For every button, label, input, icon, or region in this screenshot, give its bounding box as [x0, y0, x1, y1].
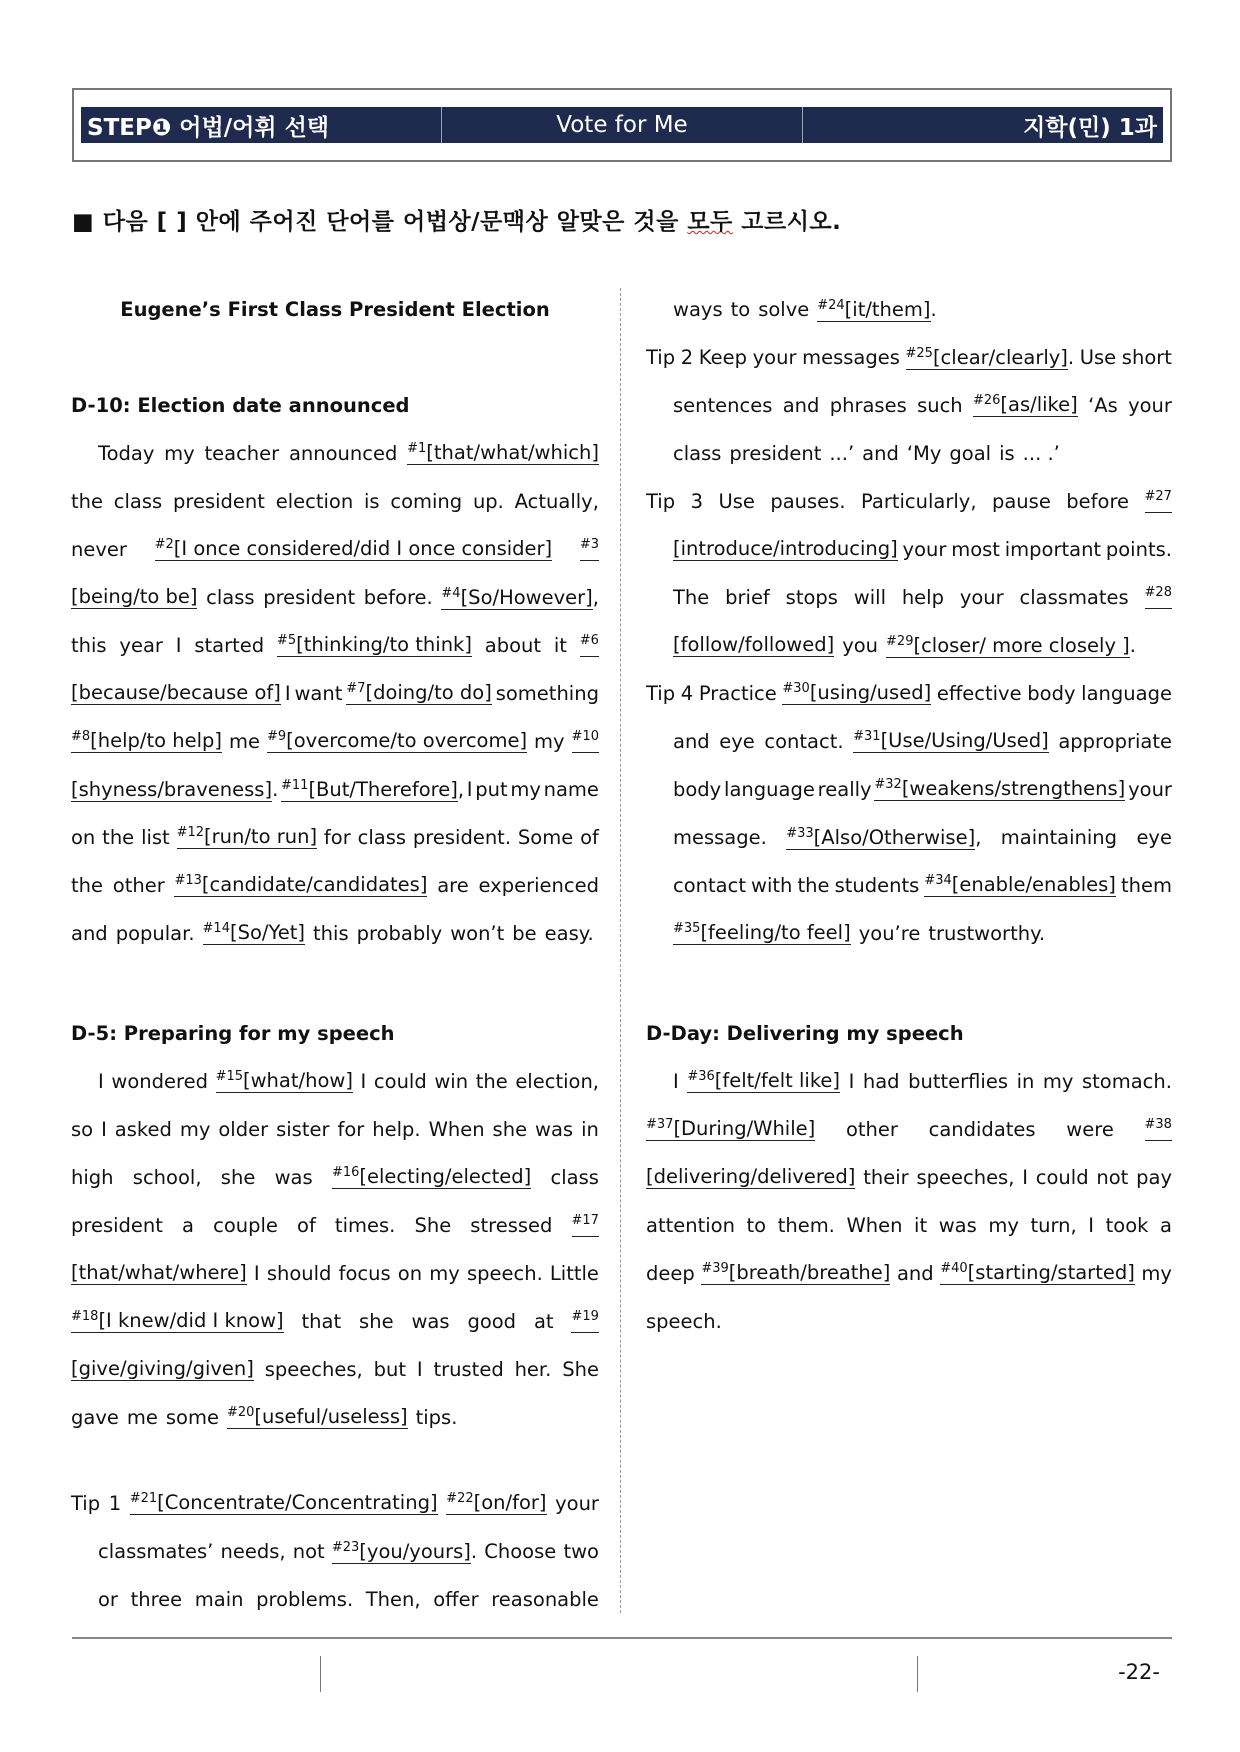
answer-choices: [enable/enables] — [951, 873, 1116, 896]
text-line: The brief stops will help your classmates $^{\#28}$ — [673, 585, 1172, 609]
question-number: #18 — [71, 1309, 99, 1324]
question-39 — [701, 1261, 890, 1285]
question-number: #37 — [646, 1117, 674, 1132]
question-17-t — [71, 1261, 247, 1285]
text-line: [being/to be] class president before. $^{\#4}$[So/However], — [71, 585, 599, 609]
question-27-t — [673, 537, 898, 561]
answer-choices: [doing/to do] — [365, 681, 492, 704]
question-38-n — [1145, 1117, 1172, 1141]
question-23 — [332, 1540, 471, 1564]
question-number: #28 — [1144, 585, 1172, 600]
question-number: #20 — [226, 1405, 255, 1420]
answer-choices: [on/for] — [473, 1491, 547, 1514]
question-36 — [687, 1069, 840, 1093]
answer-choices: [give/giving/given] — [71, 1357, 254, 1380]
text-line: attention to them. When it was my turn, I took a — [646, 1213, 1172, 1237]
question-7 — [346, 681, 492, 705]
question-number: #19 — [571, 1309, 599, 1324]
text-line: Today my teacher announced $^{\#1}$[that/what/which] — [98, 441, 599, 465]
question-number: #14 — [202, 921, 230, 936]
question-5 — [277, 633, 472, 657]
section-heading-d10: D-10: Election date announced — [71, 393, 410, 417]
question-number: #17 — [571, 1213, 599, 1228]
question-29 — [886, 634, 1130, 658]
question-30 — [782, 681, 931, 705]
right-column — [646, 285, 1172, 1345]
question-33 — [786, 826, 975, 850]
question-28-t — [673, 633, 834, 657]
question-number: #3 — [579, 537, 599, 552]
question-4 — [441, 586, 592, 610]
text-line: [that/what/where] I should focus on my speech. Little — [71, 1261, 599, 1285]
question-number: #5 — [276, 633, 297, 648]
header-box — [72, 88, 1172, 162]
question-16 — [332, 1165, 531, 1189]
text-line: and eye contact. $^{\#31}$[Use/Using/Used] appropriate — [673, 729, 1172, 753]
question-number: #27 — [1144, 489, 1172, 504]
answer-choices: [being/to be] — [71, 585, 198, 608]
question-12 — [177, 825, 317, 849]
text-line: Tip 3 Use pauses. Particularly, pause before $^{\#27}$ — [646, 489, 1172, 513]
answer-choices: [candidate/candidates] — [201, 873, 428, 896]
question-number: #7 — [346, 681, 366, 696]
answer-choices: [you/yours] — [359, 1539, 471, 1563]
answer-choices: [I once considered/did I once consider] — [173, 537, 553, 560]
question-number: #2 — [154, 537, 174, 552]
answer-choices: [So/However] — [460, 585, 593, 609]
question-number: #30 — [782, 681, 810, 696]
question-6-t — [71, 681, 281, 705]
question-number: #23 — [331, 1539, 360, 1555]
footer-separator — [320, 1656, 321, 1692]
question-number: #4 — [441, 585, 461, 601]
text-line: class president ...’ and ‘My goal is ... .’ — [673, 441, 1060, 465]
footer-rule — [72, 1637, 1172, 1639]
left-column — [71, 285, 599, 1623]
question-37 — [646, 1117, 815, 1141]
text-line: [give/giving/given] speeches, but I trusted her. She — [71, 1357, 599, 1381]
answer-choices: [that/what/where] — [71, 1261, 247, 1284]
question-24 — [817, 298, 930, 322]
question-9 — [267, 729, 527, 753]
text-line: [delivering/delivered] their speeches, I could not pay — [646, 1165, 1172, 1189]
question-1 — [407, 441, 599, 465]
answer-choices: [feeling/to feel] — [700, 921, 851, 944]
answer-choices: [felt/felt like] — [714, 1069, 841, 1092]
question-number: #1 — [407, 441, 427, 456]
question-10-n — [572, 729, 599, 753]
text-line: on the list $^{\#12}$[run/to run] for class president. Some of — [71, 825, 599, 849]
instruction-emphasis: 모두 — [687, 209, 733, 235]
question-10-t — [71, 778, 272, 802]
text-line: and popular. $^{\#14}$[So/Yet] this probably won’t be easy. — [71, 921, 594, 945]
text-line: $^{\#8}$[help/to help] me $^{\#9}$[overcome/to overcome] my $^{\#10}$ — [71, 729, 599, 753]
footer-separator — [917, 1656, 918, 1692]
question-21 — [130, 1491, 438, 1515]
question-number: #40 — [940, 1261, 968, 1276]
question-number: #8 — [71, 729, 91, 744]
text-line: or three main problems. Then, offer reasonable — [98, 1587, 599, 1611]
instruction-text: ■ 다음 [ ] 안에 주어진 단어를 어법상/문맥상 알맞은 것을 — [72, 209, 688, 235]
question-number: #21 — [129, 1491, 158, 1506]
step-label: STEP❶ 어법/어휘 선택 — [87, 114, 330, 141]
question-28-n — [1145, 585, 1172, 609]
text-line: so I asked my older sister for help. When she was in — [71, 1117, 599, 1141]
story-title: Eugene’s First Class President Election — [120, 297, 550, 321]
text-line: [introduce/introducing] your most important points. — [673, 537, 1172, 561]
text-line: high school, she was $^{\#16}$[electing/elected] class — [71, 1165, 599, 1189]
text-line: $^{\#35}$[feeling/to feel] you’re trustworthy. — [673, 921, 1046, 945]
answer-choices: [breath/breathe] — [728, 1261, 891, 1284]
question-13 — [174, 873, 427, 897]
answer-choices: [starting/started] — [967, 1261, 1135, 1284]
answer-choices: [clear/clearly] — [932, 345, 1068, 369]
text-line: [shyness/braveness]. $^{\#11}$[But/Therefore], I put my name — [71, 777, 599, 801]
answer-choices: [it/them] — [844, 297, 931, 321]
question-34 — [924, 873, 1116, 897]
text-line: gave me some $^{\#20}$[useful/useless] tips. — [71, 1405, 458, 1429]
answer-choices: [But/Therefore] — [308, 777, 458, 801]
answer-choices: [what/how] — [243, 1069, 353, 1092]
answer-choices: [closer/ more closely ] — [913, 633, 1130, 657]
question-18 — [71, 1309, 284, 1333]
question-3-t — [71, 585, 197, 609]
question-number: #36 — [687, 1069, 715, 1084]
question-17-n — [572, 1213, 599, 1237]
question-number: #31 — [853, 729, 881, 744]
question-number: #13 — [174, 873, 202, 888]
question-40 — [940, 1261, 1135, 1285]
answer-choices: [because/because of] — [71, 681, 281, 704]
lesson-title: Vote for Me — [441, 107, 802, 143]
question-number: #26 — [972, 393, 1001, 408]
text-line: classmates’ needs, not $^{\#23}$[you/yours]. Choose two — [98, 1539, 599, 1563]
question-number: #6 — [579, 633, 599, 648]
question-8 — [71, 729, 222, 753]
text-line: I $^{\#36}$[felt/felt like] I had butterflies in my stomach. — [673, 1069, 1172, 1093]
text-line: I wondered $^{\#15}$[what/how] I could win the election, — [98, 1069, 599, 1093]
page-number: -22- — [1118, 1660, 1160, 1684]
question-number: #16 — [331, 1165, 360, 1180]
question-number: #25 — [905, 345, 933, 361]
answer-choices: [as/like] — [1000, 393, 1078, 416]
header-bar — [81, 107, 1163, 143]
answer-choices: [help/to help] — [90, 729, 223, 752]
question-number: #11 — [281, 777, 309, 793]
answer-choices: [that/what/which] — [426, 441, 599, 464]
answer-choices: [follow/followed] — [673, 633, 835, 656]
question-38-t — [646, 1165, 855, 1189]
question-22 — [446, 1491, 546, 1515]
answer-choices: [thinking/to think] — [296, 633, 472, 656]
question-19-n — [571, 1309, 598, 1333]
question-35 — [673, 921, 851, 945]
textbook-lesson: 지학(민) 1과 — [802, 107, 1163, 143]
question-2 — [155, 537, 553, 561]
text-line: ways to solve $^{\#24}$[it/them]. — [673, 297, 937, 321]
answer-choices: [Concentrate/Concentrating] — [157, 1491, 438, 1514]
question-number: #35 — [673, 921, 701, 936]
text-line: sentences and phrases such $^{\#26}$[as/like] ‘As your — [673, 393, 1172, 417]
text-line: [follow/followed] you $^{\#29}$[closer/ more closely ]. — [673, 633, 1136, 657]
column-divider — [620, 288, 621, 1613]
answer-choices: [Use/Using/Used] — [880, 729, 1049, 752]
question-19-t — [71, 1357, 254, 1381]
section-heading-dday: D-Day: Delivering my speech — [646, 1021, 964, 1045]
question-27-n — [1145, 489, 1172, 513]
text-line: $^{\#18}$[I knew/did I know] that she was good at $^{\#19}$ — [71, 1309, 599, 1333]
question-31 — [853, 729, 1049, 753]
answer-choices: [run/to run] — [204, 825, 318, 848]
question-number: #34 — [924, 873, 952, 888]
section-heading-d5: D-5: Preparing for my speech — [71, 1021, 395, 1045]
instruction — [72, 203, 841, 236]
text-line: Tip 2 Keep your messages $^{\#25}$[clear/clearly]. Use short — [646, 345, 1172, 369]
question-number: #22 — [446, 1491, 474, 1506]
answer-choices: [introduce/introducing] — [673, 537, 898, 560]
question-number: #39 — [701, 1261, 729, 1276]
question-number: #9 — [266, 729, 287, 744]
text-line: president a couple of times. She stressed $^{\#17}$ — [71, 1213, 599, 1237]
question-11 — [281, 778, 458, 802]
question-14 — [203, 921, 306, 945]
question-3-n — [580, 537, 599, 561]
text-line: body language really $^{\#32}$[weakens/strengthens] your — [673, 777, 1172, 801]
question-number: #10 — [571, 729, 599, 744]
text-line: this year I started $^{\#5}$[thinking/to think] about it $^{\#6}$ — [71, 633, 599, 657]
text-line: $^{\#37}$[During/While] other candidates were $^{\#38}$ — [646, 1117, 1172, 1141]
answer-choices: [weakens/strengthens] — [901, 777, 1126, 800]
text-line: speech. — [646, 1309, 722, 1333]
answer-choices: [useful/useless] — [254, 1405, 408, 1428]
answer-choices: [So/Yet] — [229, 921, 306, 944]
answer-choices: [overcome/to overcome] — [286, 729, 528, 752]
question-15 — [216, 1069, 353, 1093]
question-number: #32 — [874, 777, 902, 792]
question-number: #24 — [817, 297, 845, 313]
question-number: #38 — [1144, 1117, 1172, 1132]
text-line: [because/because of] I want $^{\#7}$[doing/to do] something — [71, 681, 599, 705]
instruction-text-end: 고르시오. — [732, 209, 842, 235]
text-line: deep $^{\#39}$[breath/breathe] and $^{\#40}$[starting/started] my — [646, 1261, 1172, 1285]
question-26 — [973, 393, 1078, 417]
text-line: message. $^{\#33}$[Also/Otherwise], maintaining eye — [673, 825, 1172, 849]
text-line: the other $^{\#13}$[candidate/candidates] are experienced — [71, 873, 599, 897]
text-line: the class president election is coming up. Actually, — [71, 489, 599, 513]
question-25 — [906, 346, 1068, 370]
question-6-n — [580, 633, 599, 657]
question-number: #15 — [215, 1069, 243, 1084]
answer-choices: [shyness/braveness] — [71, 777, 273, 801]
answer-choices: [electing/elected] — [359, 1165, 532, 1188]
text-line: never $^{\#2}$[I once considered/did I once consider] $^{\#3}$ — [71, 537, 599, 561]
answer-choices: [Also/Otherwise] — [813, 825, 976, 849]
answer-choices: [delivering/delivered] — [646, 1165, 856, 1188]
answer-choices: [using/used] — [809, 681, 932, 704]
text-line: Tip 1 $^{\#21}$[Concentrate/Concentrating] $^{\#22}$[on/for] your — [71, 1491, 599, 1515]
text-line: Tip 4 Practice $^{\#30}$[using/used] effective body language — [646, 681, 1172, 705]
text-line: contact with the students $^{\#34}$[enable/enables] them — [673, 873, 1172, 897]
answer-choices: [During/While] — [673, 1117, 816, 1140]
question-number: #33 — [786, 825, 814, 841]
question-number: #29 — [886, 633, 914, 649]
question-32 — [874, 777, 1125, 801]
answer-choices: [I knew/did I know] — [98, 1309, 284, 1332]
question-20 — [227, 1405, 408, 1429]
question-number: #12 — [176, 825, 205, 840]
